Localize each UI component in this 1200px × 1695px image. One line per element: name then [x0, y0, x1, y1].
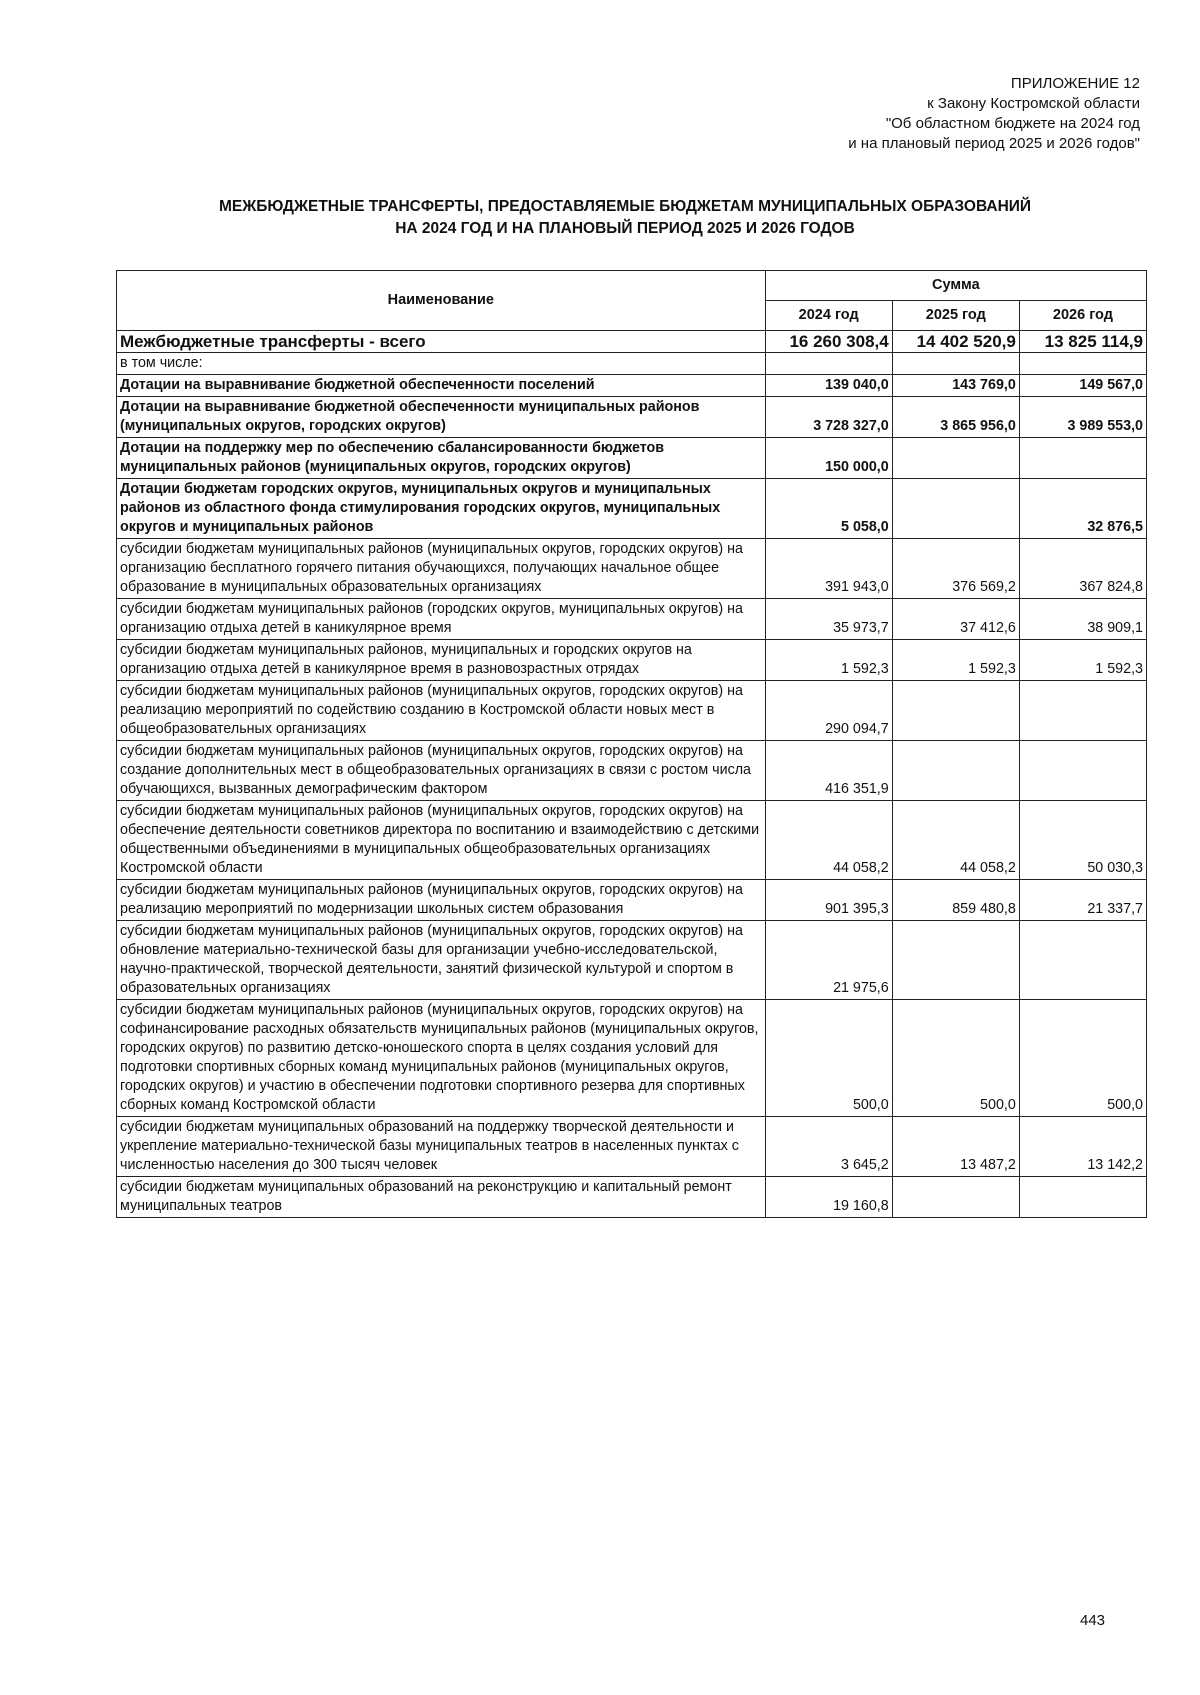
row-value-2026 [1019, 438, 1146, 479]
row-value-2025: 376 569,2 [892, 539, 1019, 599]
column-header-2025: 2025 год [892, 301, 1019, 331]
row-value-2026: 1 592,3 [1019, 640, 1146, 681]
appendix-header [848, 74, 1140, 154]
document-title [100, 196, 1150, 240]
row-value-2025 [892, 681, 1019, 741]
table-row [117, 599, 1147, 640]
row-name: Межбюджетные трансферты - всего [117, 331, 766, 353]
row-name: субсидии бюджетам муниципальных районов (муниципальных округов, городских округов) на обновление материально-технической базы для организации учебно-исследовательской, научно-практической, творческой деятельности, занятий физической культурой и спортом в образовательных организациях [117, 921, 766, 1000]
title-line-2: НА 2024 ГОД И НА ПЛАНОВЫЙ ПЕРИОД 2025 И 2026 ГОДОВ [395, 220, 855, 237]
row-name: Дотации бюджетам городских округов, муниципальных округов и муниципальных районов из областного фонда стимулирования городских округов, муниципальных округов и муниципальных районов [117, 479, 766, 539]
row-value-2024: 16 260 308,4 [765, 331, 892, 353]
row-value-2024: 21 975,6 [765, 921, 892, 1000]
row-value-2026: 21 337,7 [1019, 880, 1146, 921]
appendix-line: к Закону Костромской области [927, 95, 1140, 112]
row-value-2025: 14 402 520,9 [892, 331, 1019, 353]
row-value-2026 [1019, 921, 1146, 1000]
row-value-2024: 35 973,7 [765, 599, 892, 640]
appendix-line: "Об областном бюджете на 2024 год [885, 115, 1140, 132]
table-row [117, 1117, 1147, 1177]
row-name: субсидии бюджетам муниципальных образований на поддержку творческой деятельности и укрепление материально-технической базы муниципальных театров в населенных пунктах с численностью населения до 300 тысяч человек [117, 1117, 766, 1177]
row-value-2026 [1019, 681, 1146, 741]
row-name: в том числе: [117, 353, 766, 375]
column-header-sum: Сумма [765, 271, 1146, 301]
row-value-2024: 290 094,7 [765, 681, 892, 741]
row-name: субсидии бюджетам муниципальных районов (городских округов, муниципальных округов) на организацию отдыха детей в каникулярное время [117, 599, 766, 640]
row-value-2024: 3 645,2 [765, 1117, 892, 1177]
row-value-2025: 3 865 956,0 [892, 397, 1019, 438]
row-name: субсидии бюджетам муниципальных районов (муниципальных округов, городских округов) на создание дополнительных мест в общеобразовательных организациях в связи с ростом числа обучающихся, вызванных демографическим фактором [117, 741, 766, 801]
column-header-name: Наименование [117, 271, 766, 331]
row-value-2025: 1 592,3 [892, 640, 1019, 681]
row-value-2026: 3 989 553,0 [1019, 397, 1146, 438]
row-name: Дотации на поддержку мер по обеспечению сбалансированности бюджетов муниципальных районов (муниципальных округов, городских округов) [117, 438, 766, 479]
row-name: субсидии бюджетам муниципальных районов, муниципальных и городских округов на организацию отдыха детей в каникулярное время в разновозрастных отрядах [117, 640, 766, 681]
row-value-2024: 1 592,3 [765, 640, 892, 681]
column-header-2026: 2026 год [1019, 301, 1146, 331]
row-value-2026: 38 909,1 [1019, 599, 1146, 640]
table-row [117, 1000, 1147, 1117]
table-row [117, 880, 1147, 921]
row-value-2025: 859 480,8 [892, 880, 1019, 921]
table-row [117, 741, 1147, 801]
row-value-2026: 50 030,3 [1019, 801, 1146, 880]
row-value-2024: 391 943,0 [765, 539, 892, 599]
row-value-2024: 139 040,0 [765, 375, 892, 397]
table-row [117, 397, 1147, 438]
table-row [117, 479, 1147, 539]
table-row [117, 438, 1147, 479]
row-value-2024: 150 000,0 [765, 438, 892, 479]
table-row [117, 921, 1147, 1000]
row-value-2026: 500,0 [1019, 1000, 1146, 1117]
row-value-2026: 13 825 114,9 [1019, 331, 1146, 353]
table-row [117, 681, 1147, 741]
row-value-2026: 32 876,5 [1019, 479, 1146, 539]
title-line-1: МЕЖБЮДЖЕТНЫЕ ТРАНСФЕРТЫ, ПРЕДОСТАВЛЯЕМЫЕ БЮДЖЕТАМ МУНИЦИПАЛЬНЫХ ОБРАЗОВАНИЙ [218, 198, 1032, 215]
row-value-2025 [892, 479, 1019, 539]
transfers-table [116, 270, 1147, 1218]
row-value-2025 [892, 741, 1019, 801]
row-value-2025: 500,0 [892, 1000, 1019, 1117]
row-value-2024: 416 351,9 [765, 741, 892, 801]
row-name: субсидии бюджетам муниципальных районов (муниципальных округов, городских округов) на реализацию мероприятий по модернизации школьных систем образования [117, 880, 766, 921]
row-value-2025: 13 487,2 [892, 1117, 1019, 1177]
table-row [117, 640, 1147, 681]
row-value-2024: 500,0 [765, 1000, 892, 1117]
row-name: субсидии бюджетам муниципальных районов (муниципальных округов, городских округов) на софинансирование расходных обязательств муниципальных районов (муниципальных округов, городских округов) по развитию детско-юношеского спорта в целях создания условий для подготовки спортивных сборных команд муниципальных районов (муниципальных округов, городских округов) и участию в обеспечении подготовки спортивного резерва для спортивных сборных команд Костромской области [117, 1000, 766, 1117]
row-value-2024: 901 395,3 [765, 880, 892, 921]
row-value-2025: 44 058,2 [892, 801, 1019, 880]
row-value-2024: 44 058,2 [765, 801, 892, 880]
table-row [117, 801, 1147, 880]
column-header-2024: 2024 год [765, 301, 892, 331]
row-value-2026 [1019, 1177, 1146, 1218]
row-value-2026 [1019, 353, 1146, 375]
row-value-2025 [892, 1177, 1019, 1218]
table-row [117, 331, 1147, 353]
page-number: 443 [1080, 1612, 1106, 1629]
row-value-2024: 3 728 327,0 [765, 397, 892, 438]
row-value-2025 [892, 353, 1019, 375]
row-value-2026: 149 567,0 [1019, 375, 1146, 397]
row-value-2025 [892, 921, 1019, 1000]
table-row [117, 539, 1147, 599]
row-value-2025: 143 769,0 [892, 375, 1019, 397]
row-name: субсидии бюджетам муниципальных образований на реконструкцию и капитальный ремонт муниципальных театров [117, 1177, 766, 1218]
row-name: субсидии бюджетам муниципальных районов (муниципальных округов, городских округов) на реализацию мероприятий по содействию созданию в Костромской области новых мест в общеобразовательных организациях [117, 681, 766, 741]
row-value-2025 [892, 438, 1019, 479]
row-value-2024: 5 058,0 [765, 479, 892, 539]
row-value-2025: 37 412,6 [892, 599, 1019, 640]
table-row [117, 1177, 1147, 1218]
row-value-2026 [1019, 741, 1146, 801]
row-value-2026: 13 142,2 [1019, 1117, 1146, 1177]
row-name: Дотации на выравнивание бюджетной обеспеченности поселений [117, 375, 766, 397]
row-name: субсидии бюджетам муниципальных районов (муниципальных округов, городских округов) на организацию бесплатного горячего питания обучающихся, получающих начальное общее образование в муниципальных образовательных организациях [117, 539, 766, 599]
appendix-line: ПРИЛОЖЕНИЕ 12 [1010, 75, 1140, 92]
row-value-2026: 367 824,8 [1019, 539, 1146, 599]
table-row [117, 375, 1147, 397]
row-name: субсидии бюджетам муниципальных районов (муниципальных округов, городских округов) на обеспечение деятельности советников директора по воспитанию и взаимодействию с детскими общественными объединениями в муниципальных общеобразовательных организациях Костромской области [117, 801, 766, 880]
appendix-line: и на плановый период 2025 и 2026 годов" [848, 135, 1140, 152]
row-value-2024 [765, 353, 892, 375]
row-name: Дотации на выравнивание бюджетной обеспеченности муниципальных районов (муниципальных округов, городских округов) [117, 397, 766, 438]
table-row [117, 353, 1147, 375]
row-value-2024: 19 160,8 [765, 1177, 892, 1218]
